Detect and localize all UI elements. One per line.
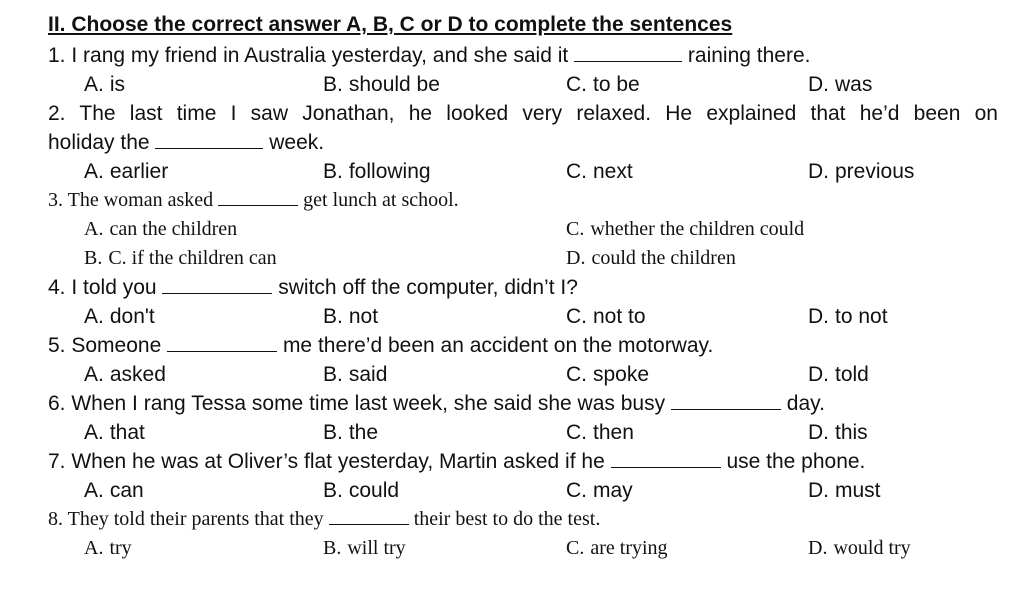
question-3-text: 3. The woman asked bbox=[48, 189, 214, 211]
question-8-text: 8. They told their parents that they bbox=[48, 508, 324, 530]
question-3-options-row-1 bbox=[0, 215, 1024, 244]
option-c[interactable]: C. may bbox=[566, 479, 633, 502]
question-2-text-start: holiday the bbox=[48, 131, 150, 154]
option-b[interactable]: B. could bbox=[323, 479, 400, 502]
question-2-text: 2. The last time I saw Jonathan, he looked very relaxed. He explained that he’d been on bbox=[48, 102, 998, 125]
option-c[interactable]: C. whether the children could bbox=[566, 218, 805, 240]
option-d[interactable]: D. could the children bbox=[566, 247, 736, 269]
option-c[interactable]: C. not to bbox=[566, 305, 646, 328]
question-2-continued bbox=[0, 128, 1024, 157]
question-4-options bbox=[0, 302, 1024, 331]
option-b[interactable]: B. not bbox=[323, 305, 379, 328]
option-c[interactable]: C. spoke bbox=[566, 363, 650, 386]
question-5-text-end: me there’d been an accident on the motorway. bbox=[282, 334, 714, 357]
option-d[interactable]: D. previous bbox=[808, 160, 915, 183]
question-4-stem bbox=[48, 273, 578, 302]
question-1-text-end: raining there. bbox=[687, 44, 811, 67]
option-a[interactable]: A. earlier bbox=[84, 160, 169, 183]
option-d[interactable]: D. was bbox=[808, 73, 873, 96]
question-8-options bbox=[0, 534, 1024, 563]
question-5 bbox=[0, 331, 1024, 360]
question-6-options bbox=[0, 418, 1024, 447]
option-b[interactable]: B. following bbox=[323, 160, 431, 183]
question-6-text: 6. When I rang Tessa some time last week, she said she was busy bbox=[48, 392, 666, 415]
question-5-blank bbox=[167, 334, 277, 352]
question-3-text-end: get lunch at school. bbox=[303, 189, 459, 211]
question-7-blank bbox=[611, 450, 721, 468]
question-6-text-end: day. bbox=[786, 392, 825, 415]
option-d[interactable]: D. this bbox=[808, 421, 868, 444]
question-7-text-end: use the phone. bbox=[726, 450, 866, 473]
option-a[interactable]: A. can bbox=[84, 479, 144, 502]
option-a[interactable]: A. asked bbox=[84, 363, 166, 386]
question-5-text: 5. Someone bbox=[48, 334, 162, 357]
question-2-blank bbox=[155, 131, 263, 149]
question-2-text-end: week. bbox=[269, 131, 325, 154]
question-7-stem bbox=[48, 447, 865, 476]
question-7-text: 7. When he was at Oliver’s flat yesterday, Martin asked if he bbox=[48, 450, 605, 473]
option-c[interactable]: C. are trying bbox=[566, 537, 668, 559]
option-b[interactable]: B. will try bbox=[323, 537, 406, 559]
option-a[interactable]: A. don't bbox=[84, 305, 155, 328]
question-4-text-end: switch off the computer, didn’t I? bbox=[278, 276, 578, 299]
option-a[interactable]: A. try bbox=[84, 537, 132, 559]
question-5-options bbox=[0, 360, 1024, 389]
question-3-blank bbox=[218, 188, 298, 206]
option-b[interactable]: B. said bbox=[323, 363, 388, 386]
question-1-stem bbox=[48, 41, 810, 70]
option-d[interactable]: D. told bbox=[808, 363, 869, 386]
question-6 bbox=[0, 389, 1024, 418]
question-3-options-row-2 bbox=[0, 244, 1024, 273]
question-2-stem bbox=[48, 128, 324, 157]
question-4-blank bbox=[162, 276, 272, 294]
worksheet-heading: II. Choose the correct answer A, B, C or D to complete the sentences bbox=[48, 13, 733, 36]
question-5-stem bbox=[48, 331, 713, 360]
option-c[interactable]: C. then bbox=[566, 421, 634, 444]
option-a[interactable]: A. can the children bbox=[84, 218, 238, 240]
question-1-options bbox=[0, 70, 1024, 99]
question-2-options bbox=[0, 157, 1024, 186]
question-6-stem bbox=[48, 389, 825, 418]
question-1-text: 1. I rang my friend in Australia yesterday, and she said it bbox=[48, 44, 569, 67]
question-6-blank bbox=[671, 392, 781, 410]
option-d[interactable]: D. must bbox=[808, 479, 881, 502]
option-b[interactable]: B. the bbox=[323, 421, 379, 444]
question-8-blank bbox=[329, 507, 409, 525]
question-8-text-end: their best to do the test. bbox=[413, 508, 601, 530]
question-8-stem bbox=[48, 505, 600, 534]
question-1 bbox=[0, 41, 1024, 70]
worksheet-heading-line bbox=[0, 10, 1024, 39]
option-b[interactable]: B. should be bbox=[323, 73, 440, 96]
question-2 bbox=[0, 99, 1024, 128]
question-7-options bbox=[0, 476, 1024, 505]
question-3-stem bbox=[48, 186, 459, 215]
question-7 bbox=[0, 447, 1024, 476]
option-a[interactable]: A. that bbox=[84, 421, 145, 444]
option-d[interactable]: D. to not bbox=[808, 305, 888, 328]
question-8 bbox=[0, 505, 1024, 534]
option-b[interactable]: B. C. if the children can bbox=[84, 247, 277, 269]
question-3 bbox=[0, 186, 1024, 215]
question-1-blank bbox=[574, 44, 682, 62]
option-c[interactable]: C. next bbox=[566, 160, 633, 183]
question-4-text: 4. I told you bbox=[48, 276, 157, 299]
option-a[interactable]: A. is bbox=[84, 73, 126, 96]
question-4 bbox=[0, 273, 1024, 302]
option-c[interactable]: C. to be bbox=[566, 73, 640, 96]
option-d[interactable]: D. would try bbox=[808, 537, 911, 559]
